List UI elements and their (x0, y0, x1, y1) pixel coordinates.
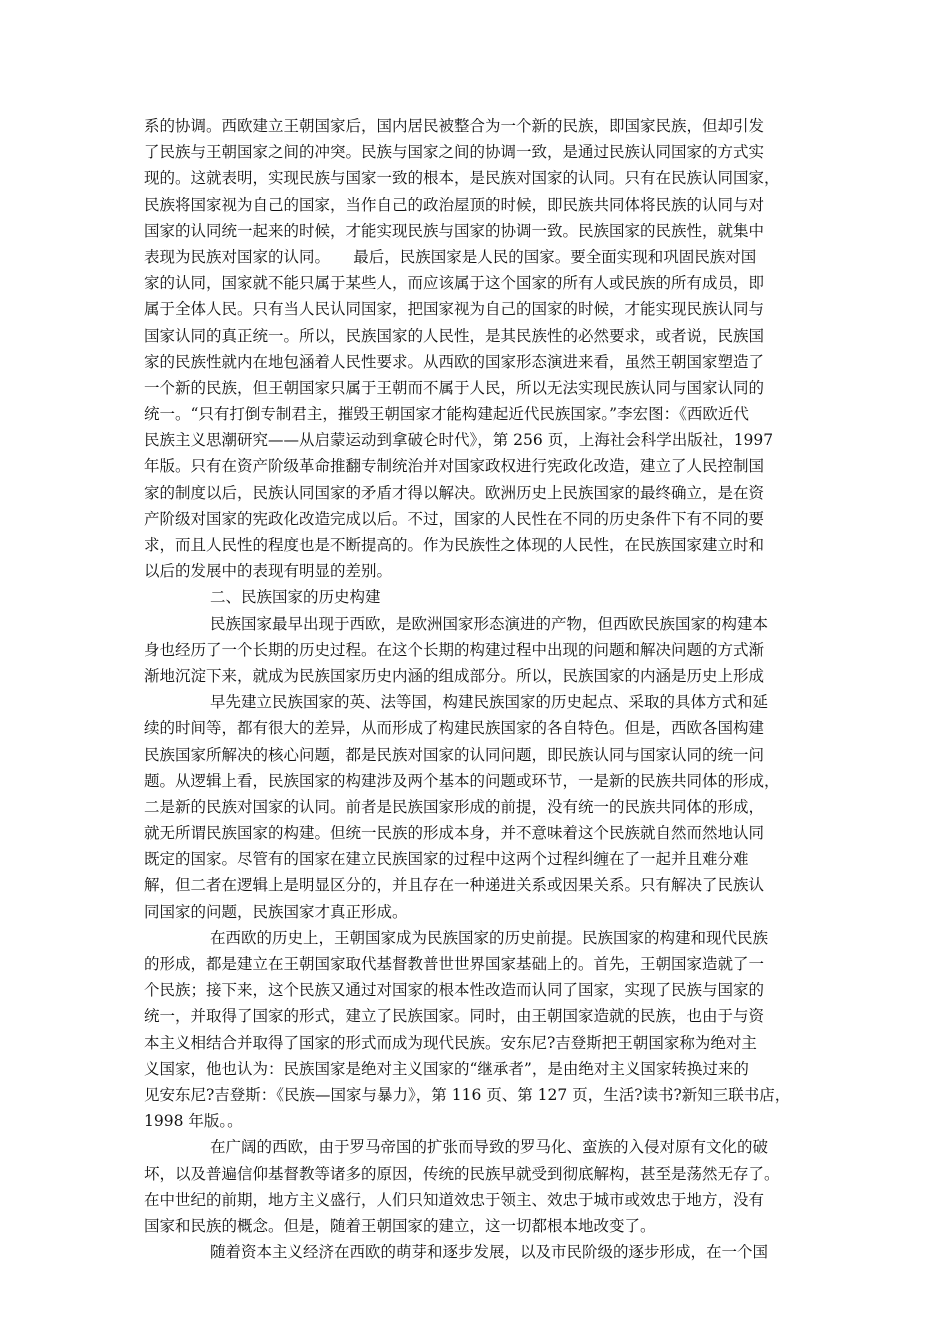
text-line: 见安东尼?吉登斯：《民族—国家与暴力》，第 116 页、第 127 页，生活?读书?新知三联书店， (144, 1085, 791, 1104)
text-line: 本主义相结合并取得了国家的形式而成为现代民族。安东尼?吉登斯把王朝国家称为绝对主 (144, 1033, 757, 1052)
text-line: 产阶级对国家的宪政化改造完成以后。不过，国家的人民性在不同的历史条件下有不同的要 (144, 509, 765, 528)
text-line: 国家和民族的概念。但是，随着王朝国家的建立，这一切都根本地改变了。 (144, 1216, 656, 1235)
paragraph-first-line: 在西欧的历史上，王朝国家成为民族国家的历史前提。民族国家的构建和现代民族 (210, 928, 769, 947)
section-heading: 二、民族国家的历史构建 (210, 588, 381, 607)
paragraph-first-line: 在广阔的西欧，由于罗马帝国的扩张而导致的罗马化、蛮族的入侵对原有文化的破 (210, 1138, 769, 1157)
text-line: 家的民族性就内在地包涵着人民性要求。从西欧的国家形态演进来看，虽然王朝国家塑造了 (144, 352, 765, 371)
text-line: 现的。这就表明，实现民族与国家一致的根本，是民族对国家的认同。只有在民族认同国家， (144, 169, 780, 188)
paragraph-first-line: 民族国家最早出现于西欧，是欧洲国家形态演进的产物，但西欧民族国家的构建本 (210, 614, 769, 633)
text-line: 个民族；接下来，这个民族又通过对国家的根本性改造而认同了国家，实现了民族与国家的 (144, 981, 765, 1000)
paragraph-first-line: 早先建立民族国家的英、法等国，构建民族国家的历史起点、采取的具体方式和延 (210, 693, 769, 712)
text-line: 既定的国家。尽管有的国家在建立民族国家的过程中这两个过程纠缠在了一起并且难分难 (144, 850, 749, 869)
text-line: 1998 年版。。 (144, 1112, 243, 1131)
paragraph-first-line: 随着资本主义经济在西欧的萌芽和逐步发展，以及市民阶级的逐步形成，在一个国 (210, 1243, 769, 1262)
text-line: 了民族与王朝国家之间的冲突。民族与国家之间的协调一致，是通过民族认同国家的方式实 (144, 143, 765, 162)
text-line: 坏，以及普遍信仰基督教等诸多的原因，传统的民族早就受到彻底解构，甚至是荡然无存了。 (144, 1164, 780, 1183)
text-line: 民族主义思潮研究——从启蒙运动到拿破仑时代》，第 256 页，上海社会科学出版社，1997 (144, 431, 774, 450)
text-line: 家的制度以后，民族认同国家的矛盾才得以解决。欧洲历史上民族国家的最终确立，是在资 (144, 483, 765, 502)
text-line: 渐地沉淀下来，就成为民族国家历史内涵的组成部分。所以，民族国家的内涵是历史上形成 (144, 666, 765, 685)
text-line: 国家的认同统一起来的时候，才能实现民族与国家的协调一致。民族国家的民族性，就集中 (144, 221, 765, 240)
text-line: 系的协调。西欧建立王朝国家后，国内居民被整合为一个新的民族，即国家民族，但却引发 (144, 117, 765, 135)
text-line: 同国家的问题，民族国家才真正形成。 (144, 902, 408, 921)
text-line: 统一。“只有打倒专制君主，摧毁王朝国家才能构建起近代民族国家。”李宏图：《西欧近代 (144, 405, 749, 424)
document-body (144, 113, 809, 1265)
text-line: 就无所谓民族国家的构建。但统一民族的形成本身，并不意味着这个民族就自然而然地认同 (144, 824, 765, 843)
text-line: 的形成，都是建立在王朝国家取代基督教普世世界国家基础上的。首先，王朝国家造就了一 (144, 955, 765, 973)
text-line: 续的时间等，都有很大的差异，从而形成了构建民族国家的各自特色。但是，西欧各国构建 (144, 719, 765, 738)
text-line: 表现为民族对国家的认同。 最后，民族国家是人民的国家。要全面实现和巩固民族对国 (144, 247, 757, 266)
text-line: 家的认同，国家就不能只属于某些人，而应该属于这个国家的所有人或民族的所有成员，即 (144, 274, 765, 293)
text-line: 属于全体人民。只有当人民认同国家，把国家视为自己的国家的时候，才能实现民族认同与 (144, 300, 765, 319)
text-line: 以后的发展中的表现有明显的差别。 (144, 562, 393, 581)
text-line: 一个新的民族，但王朝国家只属于王朝而不属于人民，所以无法实现民族认同与国家认同的 (144, 378, 765, 397)
text-line: 国家认同的真正统一。所以，民族国家的人民性，是其民族性的必然要求，或者说，民族国 (144, 326, 765, 345)
text-line: 年版。只有在资产阶级革命推翻专制统治并对国家政权进行宪政化改造，建立了人民控制国 (144, 457, 765, 476)
text-line: 身也经历了一个长期的历史过程。在这个长期的构建过程中出现的问题和解决问题的方式渐 (144, 640, 765, 659)
text-line: 民族国家所解决的核心问题，都是民族对国家的认同问题，即民族认同与国家认同的统一问 (144, 745, 765, 764)
text-line: 义国家，他也认为：民族国家是绝对主义国家的“继承者”，是由绝对主义国家转换过来的 (144, 1059, 749, 1078)
text-line: 求，而且人民性的程度也是不断提高的。作为民族性之体现的人民性，在民族国家建立时和 (144, 536, 765, 554)
text-line: 题。从逻辑上看，民族国家的构建涉及两个基本的问题或环节，一是新的民族共同体的形成， (144, 771, 780, 790)
text-line: 解，但二者在逻辑上是明显区分的，并且存在一种递进关系或因果关系。只有解决了民族认 (144, 876, 765, 895)
text-line: 二是新的民族对国家的认同。前者是民族国家形成的前提，没有统一的民族共同体的形成， (144, 797, 765, 816)
text-line: 统一，并取得了国家的形式，建立了民族国家。同时，由王朝国家造就的民族，也由于与资 (144, 1007, 765, 1026)
text-line: 民族将国家视为自己的国家，当作自己的政治屋顶的时候，即民族共同体将民族的认同与对 (144, 195, 765, 214)
text-line: 在中世纪的前期，地方主义盛行，人们只知道效忠于领主、效忠于城市或效忠于地方，没有 (144, 1190, 765, 1209)
